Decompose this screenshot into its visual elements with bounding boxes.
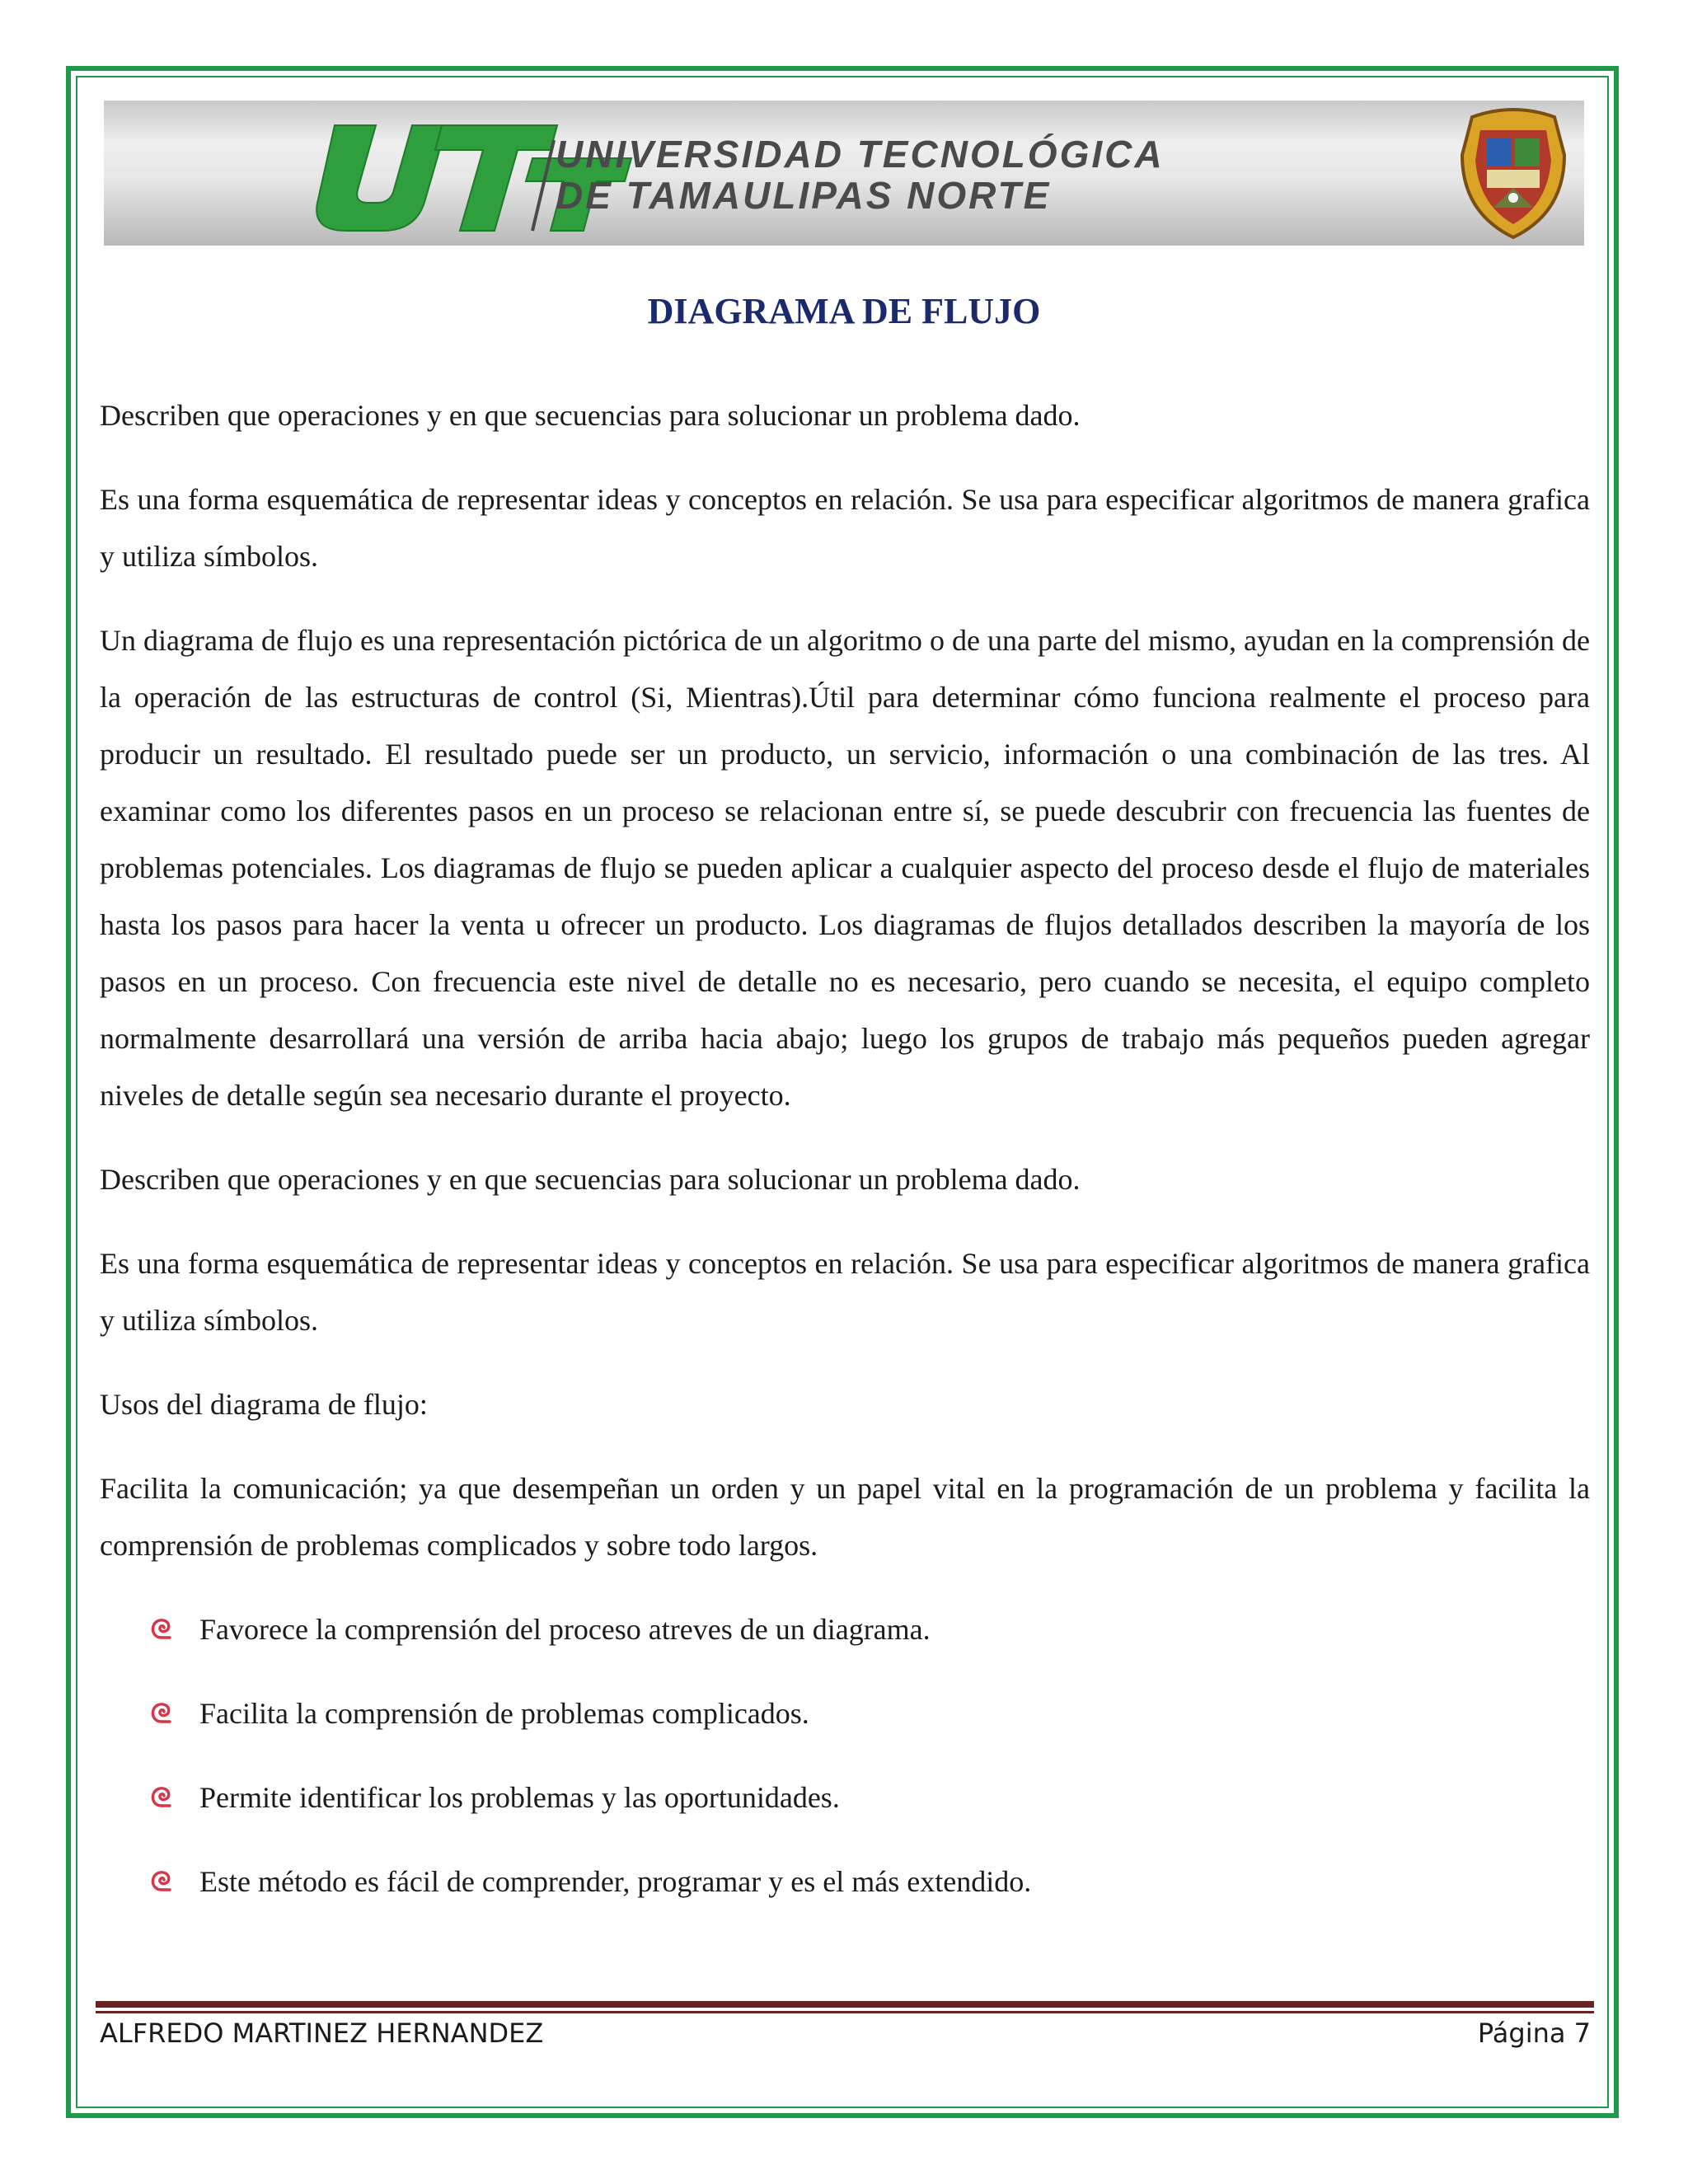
tamaulipas-crest-icon (1456, 105, 1571, 241)
header-banner (104, 101, 1584, 246)
footer-page-number: Página 7 (1477, 2018, 1591, 2049)
list-item (100, 1769, 1590, 1826)
paragraph: Facilita la comunicación; ya que desempeñan un orden y un papel vital en la programación de un problema y facilita la comprensión de problemas complicados y sobre todo largos. (100, 1472, 1590, 1562)
document-body (100, 387, 1590, 1938)
list-item (100, 1601, 1590, 1658)
university-name-line2: DE TAMAULIPAS NORTE (556, 174, 1052, 217)
bullet-text: Facilita la comprensión de problemas complicados. (199, 1697, 809, 1730)
footer-divider (96, 2001, 1594, 2008)
swirl-icon (149, 1868, 174, 1893)
paragraph: Es una forma esquemática de representar ideas y conceptos en relación. Se usa para especificar algoritmos de manera grafica y utiliza símbolos. (100, 1247, 1590, 1337)
footer-divider-thin (96, 2011, 1594, 2013)
swirl-icon (149, 1700, 174, 1725)
bullet-text: Este método es fácil de comprender, programar y es el más extendido. (199, 1865, 1032, 1898)
bullet-text: Permite identificar los problemas y las oportunidades. (199, 1781, 840, 1814)
paragraph: Describen que operaciones y en que secuencias para solucionar un problema dado. (100, 1163, 1081, 1196)
paragraph: Un diagrama de flujo es una representación pictórica de un algoritmo o de una parte del mismo, ayudan en la comprensión de la operación de las estructuras de control (Si, Mientras).Útil para determinar cómo funciona realmente el proceso para producir un resultado. El resultado puede ser un producto, un servicio, información o una combinación de las tres. Al examinar como los diferentes pasos en un proceso se relacionan entre sí, se puede descubrir con frecuencia las fuentes de problemas potenciales. Los diagramas de flujo se pueden aplicar a cualquier aspecto del proceso desde el flujo de materiales hasta los pasos para hacer la venta u ofrecer un producto. Los diagramas de flujos detallados describen la mayoría de los pasos en un proceso. Con frecuencia este nivel de detalle no es necesario, pero cuando se necesita, el equipo completo normalmente desarrollará una versión de arriba hacia abajo; luego los grupos de trabajo más pequeños pueden agregar niveles de detalle según sea necesario durante el proyecto. (100, 624, 1590, 1112)
university-name (556, 134, 1165, 216)
swirl-icon (149, 1784, 174, 1809)
swirl-icon (149, 1616, 174, 1641)
list-item (100, 1685, 1590, 1742)
paragraph: Usos del diagrama de flujo: (100, 1388, 428, 1421)
paragraph: Es una forma esquemática de representar ideas y conceptos en relación. Se usa para especificar algoritmos de manera grafica y utiliza símbolos. (100, 483, 1590, 573)
uses-bullet-list (100, 1601, 1590, 1910)
paragraph: Describen que operaciones y en que secuencias para solucionar un problema dado. (100, 399, 1081, 432)
footer-author: ALFREDO MARTINEZ HERNANDEZ (100, 2018, 544, 2049)
page-title: DIAGRAMA DE FLUJO (647, 291, 1041, 331)
bullet-text: Favorece la comprensión del proceso atreves de un diagrama. (199, 1613, 931, 1646)
university-name-line1: UNIVERSIDAD TECNOLÓGICA (556, 133, 1165, 176)
list-item (100, 1854, 1590, 1910)
